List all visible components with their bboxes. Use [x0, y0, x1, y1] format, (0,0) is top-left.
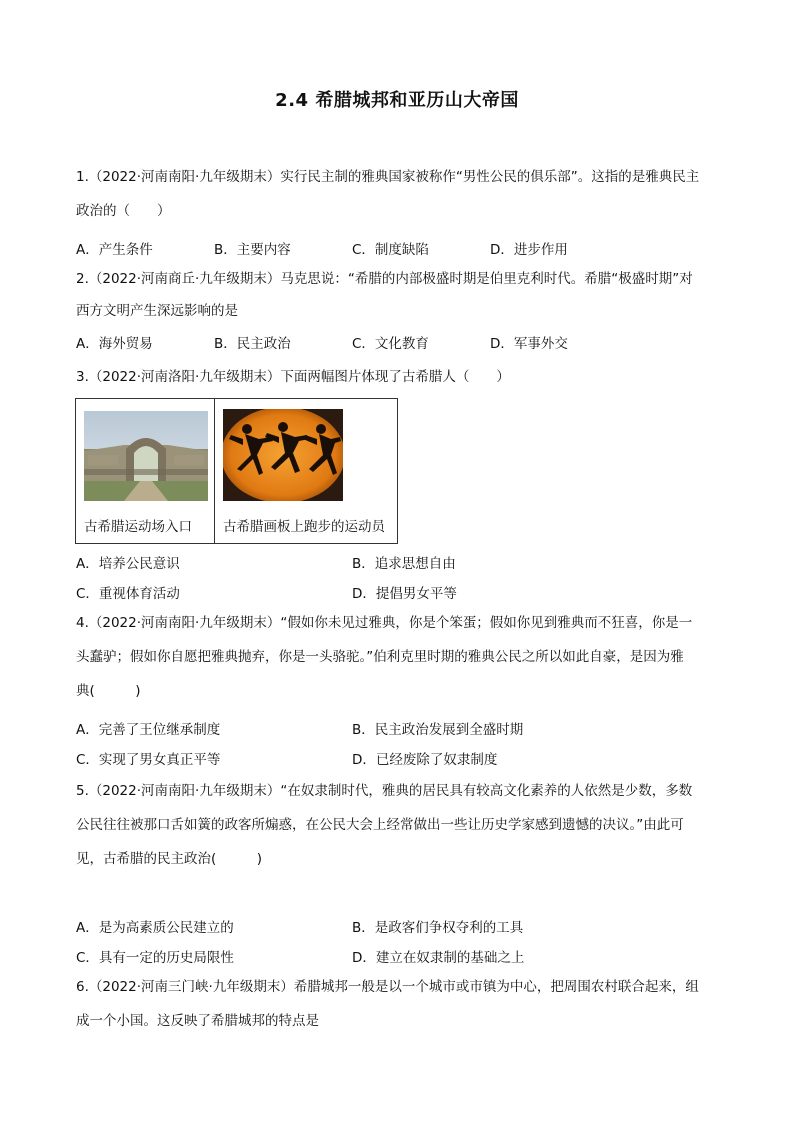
- image-caption: 古希腊画板上跑步的运动员: [223, 519, 385, 535]
- question-1: [76, 168, 716, 186]
- question-5-cont: [76, 816, 716, 834]
- vase-runners-image: [223, 409, 343, 501]
- option-a[interactable]: A．是为高素质公民建立的: [76, 920, 234, 936]
- question-text: 4.（2022·河南南阳·九年级期末）“假如你未见过雅典，你是个笨蛋；假如你见到雅典而不狂喜，你是一: [76, 615, 693, 631]
- question-5-options-row2: [76, 946, 716, 964]
- stadium-entrance-photo: [84, 411, 208, 501]
- option-b[interactable]: B．民主政治发展到全盛时期: [352, 722, 524, 738]
- question-text: 典( ): [76, 683, 141, 699]
- question-4: [76, 614, 716, 632]
- question-1-cont: [76, 202, 716, 220]
- question-5-cont2: [76, 850, 716, 868]
- question-2-cont: [76, 302, 716, 320]
- question-text: 1.（2022·河南南阳·九年级期末）实行民主制的雅典国家被称作“男性公民的俱乐部”。这指的是雅典民主: [76, 169, 700, 185]
- option-c[interactable]: C．文化教育: [352, 336, 429, 352]
- question-3-options-row1: [76, 552, 716, 570]
- question-6: [76, 978, 716, 996]
- question-3: [76, 368, 716, 386]
- option-d[interactable]: D．进步作用: [490, 242, 568, 258]
- question-text: 头蠢驴；假如你自愿把雅典抛弃，你是一头骆驼。”伯利克里时期的雅典公民之所以如此自豪，是因为雅: [76, 649, 684, 665]
- question-text: 见，古希腊的民主政治( ): [76, 851, 263, 867]
- image-table: [75, 398, 398, 544]
- option-a[interactable]: A．培养公民意识: [76, 556, 180, 572]
- question-5-options-row1: [76, 916, 716, 934]
- image-cell-runners: [215, 399, 398, 544]
- option-a[interactable]: A．完善了王位继承制度: [76, 722, 221, 738]
- question-text: 西方文明产生深远影响的是: [76, 303, 238, 319]
- question-text: 公民往往被那口舌如簧的政客所煽惑，在公民大会上经常做出一些让历史学家感到遗憾的决议。”由此可: [76, 817, 684, 833]
- option-c[interactable]: C．重视体育活动: [76, 586, 180, 602]
- question-4-options-row1: [76, 718, 716, 736]
- question-2: [76, 270, 716, 288]
- question-3-options-row2: [76, 582, 716, 600]
- page-title: 2.4 希腊城邦和亚历山大帝国: [275, 90, 519, 111]
- question-4-cont: [76, 648, 716, 666]
- option-d[interactable]: D．建立在奴隶制的基础之上: [352, 950, 525, 966]
- question-2-options: [76, 332, 716, 350]
- image-caption: 古希腊运动场入口: [84, 519, 192, 535]
- option-b[interactable]: B．追求思想自由: [352, 556, 456, 572]
- question-text: 5.（2022·河南南阳·九年级期末）“在奴隶制时代，雅典的居民具有较高文化素养的人依然是少数，多数: [76, 783, 693, 799]
- option-a[interactable]: A．产生条件: [76, 242, 153, 258]
- option-c[interactable]: C．制度缺陷: [352, 242, 429, 258]
- option-c[interactable]: C．具有一定的历史局限性: [76, 950, 234, 966]
- question-text: 3.（2022·河南洛阳·九年级期末）下面两幅图片体现了古希腊人（ ）: [76, 369, 510, 385]
- option-c[interactable]: C．实现了男女真正平等: [76, 752, 221, 768]
- question-1-options: [76, 238, 716, 256]
- question-4-cont2: [76, 682, 716, 700]
- question-text: 2.（2022·河南商丘·九年级期末）马克思说：“希腊的内部极盛时期是伯里克利时代。希腊“极盛时期”对: [76, 271, 693, 287]
- option-d[interactable]: D．已经废除了奴隶制度: [352, 752, 498, 768]
- option-d[interactable]: D．军事外交: [490, 336, 568, 352]
- question-text: 政治的（ ）: [76, 203, 171, 219]
- option-b[interactable]: B．主要内容: [214, 242, 291, 258]
- question-5: [76, 782, 716, 800]
- question-6-cont: [76, 1012, 716, 1030]
- option-d[interactable]: D．提倡男女平等: [352, 586, 457, 602]
- option-a[interactable]: A．海外贸易: [76, 336, 153, 352]
- question-4-options-row2: [76, 748, 716, 766]
- option-b[interactable]: B．民主政治: [214, 336, 291, 352]
- image-cell-stadium: [76, 399, 215, 544]
- question-text: 成一个小国。这反映了希腊城邦的特点是: [76, 1013, 319, 1029]
- option-b[interactable]: B．是政客们争权夺利的工具: [352, 920, 524, 936]
- question-text: 6.（2022·河南三门峡·九年级期末）希腊城邦一般是以一个城市或市镇为中心，把周围农村联合起来，组: [76, 979, 699, 995]
